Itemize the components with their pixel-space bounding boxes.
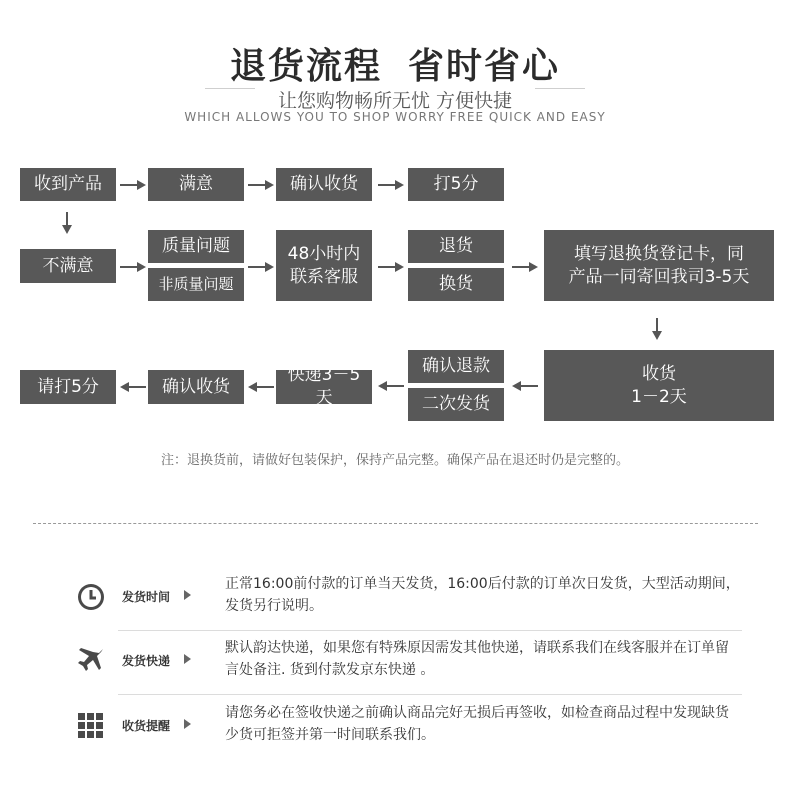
triangle-right-icon — [184, 654, 191, 664]
arrow-left-icon — [248, 381, 274, 393]
contact-line-2: 联系客服 — [290, 266, 358, 287]
step-quality-issue: 质量问题 — [148, 230, 244, 263]
arrow-right-icon — [378, 179, 404, 191]
triangle-right-icon — [184, 590, 191, 600]
step-non-quality-issue: 非质量问题 — [148, 268, 244, 301]
step-satisfied: 满意 — [148, 168, 244, 201]
arrow-right-icon — [512, 261, 538, 273]
arrow-down-icon — [61, 212, 73, 234]
subtitle-english: WHICH ALLOWS YOU TO SHOP WORRY FREE QUICK AND EASY — [184, 110, 606, 124]
subtitle: 让您购物畅所无忧 方便快捷 — [277, 90, 513, 112]
arrow-right-icon — [248, 179, 274, 191]
return-note: 注：退换货前，请做好包装保护，保持产品完整。确保产品在退还时仍是完整的。 — [160, 453, 629, 468]
title-part-1: 退货流程 — [229, 46, 382, 87]
dashed-divider — [33, 523, 758, 524]
contact-line-1: 48小时内 — [287, 243, 361, 264]
info-row-courier — [70, 632, 742, 694]
row-separator — [118, 694, 742, 695]
info-row-shipping-time — [70, 568, 742, 630]
info-label: 发货时间 — [122, 590, 171, 604]
arrow-right-icon — [378, 261, 404, 273]
info-text: 默认韵达快递，如果您有特殊原因需发其他快递，请联系我们在线客服并在订单留言处备注. 货到付款发京东快递 。 — [225, 640, 729, 678]
step-rate-5: 打5分 — [408, 168, 504, 201]
row-separator — [118, 630, 742, 631]
step-confirm-refund: 确认退款 — [408, 350, 504, 383]
grid-icon — [76, 711, 106, 741]
receive-line-1: 收货 — [642, 363, 676, 384]
arrow-down-icon — [651, 318, 663, 340]
fill-card-line-1: 填写退换货登记卡，同 — [574, 243, 744, 264]
arrow-right-icon — [248, 261, 274, 273]
arrow-right-icon — [120, 261, 146, 273]
page-title — [0, 38, 790, 89]
step-contact-service — [276, 230, 372, 301]
arrow-left-icon — [120, 381, 146, 393]
airplane-icon — [76, 646, 106, 676]
info-label: 发货快递 — [122, 654, 171, 668]
receive-line-2: 1－2天 — [631, 386, 687, 407]
fill-card-line-2: 产品一同寄回我司3-5天 — [568, 266, 750, 287]
info-text: 正常16:00前付款的订单当天发货，16:00后付款的订单次日发货，大型活动期间，发货另行说明。 — [225, 576, 740, 614]
info-row-receipt-reminder — [70, 697, 742, 759]
title-part-2: 省时省心 — [408, 46, 561, 87]
info-label: 收货提醒 — [122, 719, 171, 733]
arrow-left-icon — [512, 380, 538, 392]
step-second-shipment: 二次发货 — [408, 388, 504, 421]
step-fill-return-card — [544, 230, 774, 301]
step-confirm-receipt: 确认收货 — [276, 168, 372, 201]
step-confirm-receipt-2: 确认收货 — [148, 370, 244, 404]
step-please-rate-5: 请打5分 — [20, 370, 116, 404]
triangle-right-icon — [184, 719, 191, 729]
step-receive-goods — [544, 350, 774, 421]
step-unsatisfied: 不满意 — [20, 249, 116, 283]
arrow-left-icon — [378, 380, 404, 392]
step-received: 收到产品 — [20, 168, 116, 201]
clock-icon — [76, 582, 106, 612]
info-text: 请您务必在签收快递之前确认商品完好无损后再签收，如检查商品过程中发现缺货少货可拒签并第一时间联系我们。 — [225, 705, 729, 743]
step-refund: 退货 — [408, 230, 504, 263]
step-exchange: 换货 — [408, 268, 504, 301]
step-express: 快递3－5天 — [276, 370, 372, 404]
arrow-right-icon — [120, 179, 146, 191]
